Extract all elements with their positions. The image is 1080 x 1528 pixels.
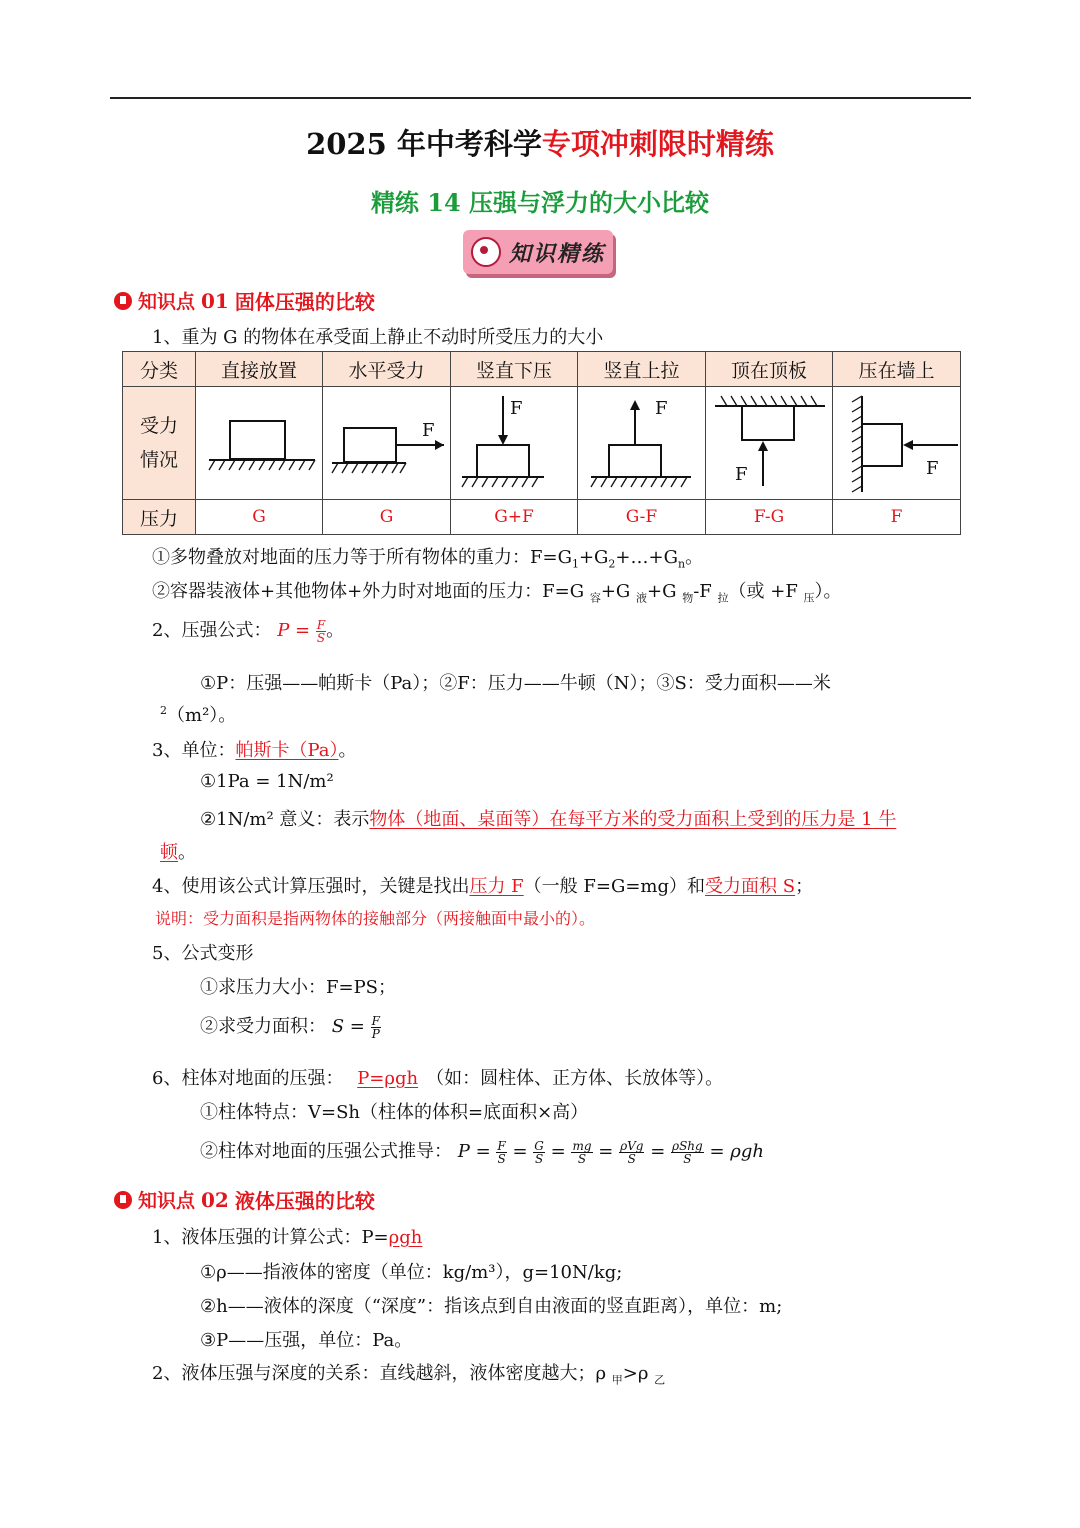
numerator: G: [534, 1138, 544, 1153]
diagram-cell: [833, 387, 961, 500]
text-span: 4、使用该公式计算压强时，关键是找出: [152, 876, 470, 897]
force-label: F: [926, 458, 939, 479]
answer-liquid-formula: ρgh: [388, 1227, 423, 1248]
table-header: 竖直下压: [451, 352, 578, 387]
table-header: 竖直上拉: [578, 352, 706, 387]
answer-column-formula: P=ρgh: [357, 1068, 419, 1089]
table-header: 直接放置: [196, 352, 323, 387]
diagram-cell: [451, 387, 578, 500]
diagram-vertical-press: [452, 388, 577, 498]
text-span: （或 +F: [728, 581, 804, 602]
kp-number: 02: [201, 1187, 229, 1212]
text-span: ②容器装液体+其他物体+外力时对地面的压力：F=G: [152, 581, 590, 602]
page-subtitle: 精练 14 压强与浮力的大小比较: [370, 188, 710, 217]
diagram-direct-placement: [197, 388, 322, 498]
diagram-cell: [578, 387, 706, 500]
equals: =: [650, 1141, 666, 1162]
text-span: （m²）。: [167, 705, 237, 726]
item-3-unit: [152, 736, 357, 762]
force-label: F: [734, 464, 747, 485]
force-label: F: [509, 398, 522, 419]
subscript: 2: [608, 557, 616, 571]
subscript: 液: [636, 591, 648, 605]
item-6: [152, 1064, 723, 1090]
row-label-pressure: 压力: [123, 500, 196, 535]
row-label-line: 受力: [139, 415, 178, 437]
item-4-note: 说明：受力面积是指两物体的接触部分（两接触面中最小的）。: [155, 909, 596, 928]
item-3-l1: ①1Pa = 1N/m²: [200, 771, 334, 792]
item-6-l2: [200, 1137, 764, 1165]
numerator: mg: [572, 1138, 592, 1153]
liquid-l2: ②h——液体的深度（“深度”：指该点到自由液面的竖直距离），单位：m;: [200, 1296, 783, 1317]
text-span: ②柱体对地面的压强公式推导：: [200, 1141, 452, 1162]
subscript: 1: [571, 557, 579, 571]
text-span: -F: [693, 581, 718, 602]
item-5-l2: [200, 1012, 381, 1040]
denominator: S: [316, 630, 326, 645]
numerator: F: [371, 1013, 380, 1028]
row-label-force-situation: [123, 387, 196, 500]
note-2: [152, 577, 842, 606]
item-2-formula: [152, 616, 344, 644]
item-2-sub-cont: [160, 701, 236, 727]
text-span: （一般 F=G=mg）和: [523, 876, 706, 897]
subscript: 压: [803, 591, 815, 605]
table-header: 分类: [123, 352, 196, 387]
diagram-cell: [706, 387, 833, 500]
liquid-item-2: [152, 1359, 665, 1388]
formula-result: = ρgh: [709, 1141, 764, 1162]
item-3-l2: [200, 805, 896, 831]
diagram-push-ceiling: [707, 388, 832, 498]
subscript: 容: [589, 591, 601, 605]
text-span: 2、压强公式：: [152, 620, 272, 641]
unit-answer: 帕斯卡（Pa）: [235, 740, 339, 761]
text-span: （如：圆柱体、正方体、长放体等）。: [426, 1068, 724, 1089]
text-span: 2、液体压强与深度的关系：直线越斜，液体密度越大；ρ: [152, 1363, 612, 1384]
diagram-vertical-pull: [579, 388, 704, 498]
formula-lhs: P =: [457, 1141, 491, 1162]
table-cell: G+F: [451, 500, 578, 535]
top-rule: [110, 97, 971, 99]
table-header: 压在墙上: [833, 352, 961, 387]
force-label: F: [422, 420, 435, 441]
liquid-item-1: [152, 1223, 422, 1249]
formula-lhs: S =: [331, 1016, 365, 1037]
denominator: S: [683, 1151, 692, 1166]
text-span: 3、单位：: [152, 740, 236, 761]
answer-force: 压力 F: [469, 876, 524, 897]
denominator: P: [371, 1026, 380, 1041]
row-label-line: 情况: [139, 449, 178, 471]
badge-label: 知识精练: [508, 240, 605, 267]
text-span: ）。: [814, 581, 842, 602]
equals: =: [512, 1141, 528, 1162]
table-header: 顶在顶板: [706, 352, 833, 387]
knowledge-badge: [463, 230, 613, 274]
text-span: 1、液体压强的计算公式：P=: [152, 1227, 389, 1248]
diagram-cell: [196, 387, 323, 500]
meaning-answer: 物体（地面、桌面等）在每平方米的受力面积上受到的压力是 1 牛: [369, 809, 897, 830]
denominator: S: [627, 1151, 636, 1166]
table-cell: F-G: [706, 500, 833, 535]
title-main: 2025 年中考科学: [306, 127, 542, 161]
text-span: 6、柱体对地面的压强：: [152, 1068, 344, 1089]
note-1: [152, 543, 703, 571]
item-5: 5、公式变形: [152, 943, 254, 964]
fraction: [571, 1140, 592, 1165]
subscript: 物: [682, 591, 694, 605]
text-span: >ρ: [622, 1363, 655, 1384]
text-span: ②1N/m² 意义：表示: [200, 809, 370, 830]
text-span: +…+G: [615, 547, 678, 568]
formula-lhs: P =: [277, 620, 311, 641]
fraction: [533, 1140, 545, 1165]
item-6-l1: ①柱体特点：V=Sh（柱体的体积=底面积×高）: [200, 1102, 589, 1123]
numerator: F: [497, 1138, 506, 1153]
fraction: [496, 1140, 506, 1165]
kp-label: 知识点: [138, 291, 196, 313]
text-span: 。: [338, 740, 357, 761]
text-span: ；: [795, 876, 814, 897]
denominator: S: [534, 1151, 544, 1166]
fraction: [619, 1140, 644, 1165]
meaning-answer-cont: 顿: [160, 842, 178, 863]
item-5-l1: ①求压力大小：F=PS；: [200, 977, 397, 998]
table-cell: F: [833, 500, 961, 535]
table-header-row: [123, 352, 961, 387]
diagram-cell: [323, 387, 451, 500]
item-3-l3: [160, 838, 196, 864]
text-span: +G: [600, 581, 637, 602]
knowledge-point-heading-02: [114, 1185, 375, 1214]
kp-label: 知识点: [138, 1190, 196, 1212]
diagram-horizontal-force: [324, 388, 449, 498]
diagram-press-wall: [834, 388, 959, 498]
kp-name: 固体压强的比较: [234, 290, 375, 314]
kp-name: 液体压强的比较: [234, 1189, 375, 1213]
page-title: [0, 122, 1080, 163]
force-table: [122, 351, 961, 535]
table-header: 水平受力: [323, 352, 451, 387]
subscript: 拉: [717, 591, 729, 605]
equals: =: [550, 1141, 566, 1162]
target-icon: [471, 237, 501, 267]
table-row-diagrams: [123, 387, 961, 500]
table-row-pressure: [123, 500, 961, 535]
numerator: ρVg: [620, 1138, 644, 1153]
numerator: ρShg: [672, 1138, 703, 1153]
liquid-l3: ③P——压强，单位：Pa。: [200, 1330, 413, 1351]
superscript: 2: [160, 704, 167, 717]
text-span: +G: [647, 581, 683, 602]
subscript: n: [677, 557, 686, 571]
denominator: S: [577, 1151, 587, 1166]
text-span: 。: [326, 620, 345, 641]
text-span: ①多物叠放对地面的压力等于所有物体的重力：F=G: [152, 547, 572, 568]
numerator: F: [316, 617, 326, 632]
subscript: 乙: [654, 1373, 666, 1387]
table-cell: G: [323, 500, 451, 535]
liquid-l1: ①ρ——指液体的密度（单位：kg/m³），g=10N/kg;: [200, 1262, 623, 1283]
denominator: S: [497, 1151, 506, 1166]
fraction: [671, 1140, 704, 1165]
answer-area: 受力面积 S: [705, 876, 796, 897]
force-label: F: [655, 398, 668, 419]
item-2-sub: ①P：压强——帕斯卡（Pa）；②F：压力——牛顿（N）；③S：受力面积——米: [200, 673, 831, 694]
text-span: 。: [178, 842, 196, 863]
subscript: 甲: [611, 1373, 623, 1387]
text-span: +G: [578, 547, 609, 568]
fraction: [371, 1015, 381, 1040]
item-4: [152, 872, 813, 898]
fraction: [316, 619, 326, 644]
item-1-text: 1、重为 G 的物体在承受面上静止不动时所受压力的大小: [152, 327, 604, 348]
table-cell: G: [196, 500, 323, 535]
text-span: ②求受力面积：: [200, 1016, 326, 1037]
flag-icon: [114, 292, 132, 310]
flag-icon: [114, 1191, 132, 1209]
text-span: 。: [685, 547, 704, 568]
title-highlight: 专项冲刺限时精练: [541, 127, 774, 161]
kp-number: 01: [201, 288, 229, 313]
table-cell: G-F: [578, 500, 706, 535]
equals: =: [598, 1141, 614, 1162]
knowledge-point-heading-01: [114, 286, 375, 315]
